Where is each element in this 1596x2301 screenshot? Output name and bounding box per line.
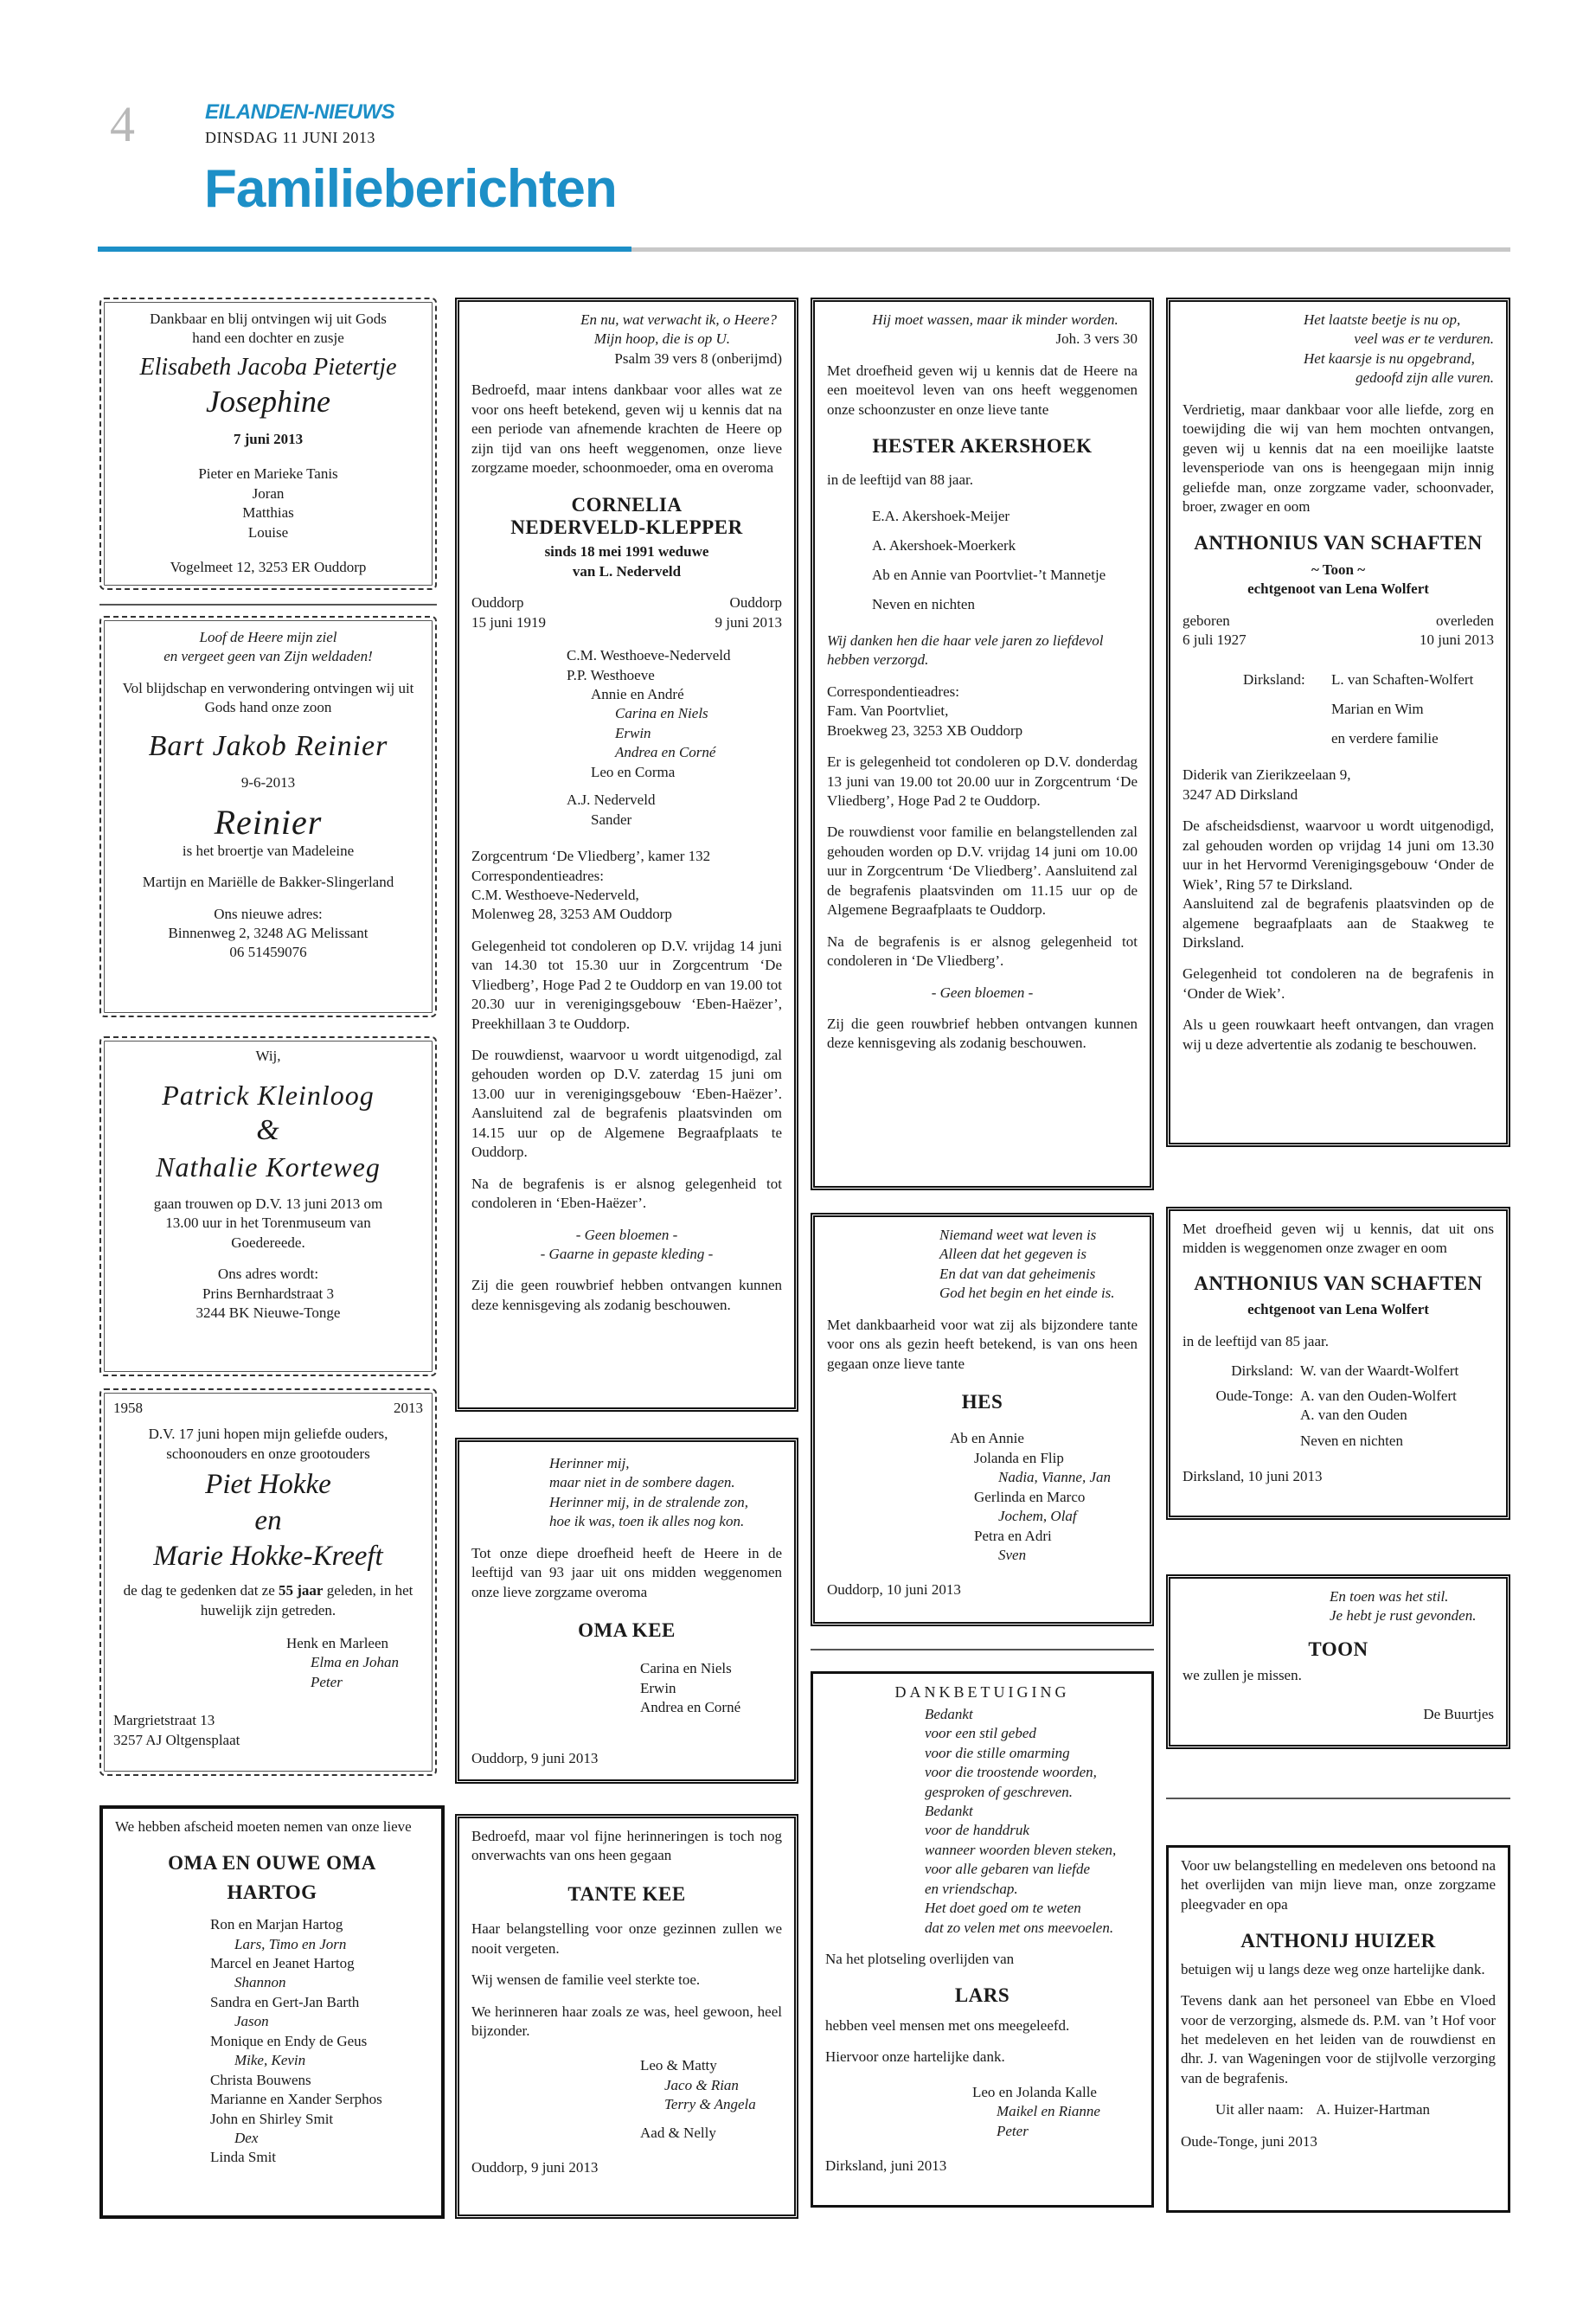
wedding-ad bbox=[99, 1036, 437, 1376]
birth-address: Vogelmeet 12, 3253 ER Ouddorp bbox=[170, 559, 367, 576]
age: in de leeftijd van 85 jaar. bbox=[1183, 1332, 1329, 1349]
widow-note: sinds 18 mei 1991 weduwe bbox=[544, 543, 709, 561]
signature: De Buurtjes bbox=[1423, 1705, 1494, 1722]
family-member: Sandra en Gert-Jan Barth bbox=[210, 1993, 360, 2010]
family-member: Neven en nichten bbox=[1300, 1433, 1403, 1450]
verse-ref: Psalm 39 vers 8 (onberijmd) bbox=[614, 349, 782, 367]
family-member: Annie en André bbox=[591, 686, 684, 702]
family-member: Erwin bbox=[615, 724, 651, 741]
deceased-name: TOON bbox=[1308, 1638, 1368, 1660]
birth-date: 7 juni 2013 bbox=[233, 430, 304, 447]
deceased-name: LARS bbox=[954, 1984, 1010, 2007]
died-label: overleden bbox=[1435, 612, 1494, 629]
obit-text: Na het plotseling overlijden van bbox=[825, 1951, 1015, 1967]
address: 3257 AJ Oltgensplaat bbox=[113, 1731, 240, 1748]
deceased-name: OMA KEE bbox=[578, 1619, 676, 1642]
place: Dirksland: bbox=[1231, 1362, 1293, 1380]
family-member: A. van den Ouden-Wolfert bbox=[1300, 1387, 1457, 1404]
age: in de leeftijd van 88 jaar. bbox=[827, 471, 973, 488]
poem bbox=[827, 1226, 1138, 1304]
widow-note: van L. Nederveld bbox=[572, 562, 682, 580]
family-member: A.J. Nederveld bbox=[567, 792, 656, 809]
family-member: Neven en nichten bbox=[872, 595, 975, 612]
burial-text: Aansluitend zal de begrafenis plaatsvinden op de algemene begraafplaats aan de Staakweg te Dirksland. bbox=[1183, 895, 1494, 951]
family-member: C.M. Westhoeve-Nederveld bbox=[567, 647, 731, 664]
obituary-hester bbox=[811, 298, 1154, 1190]
birth-intro: Vol blijdschap en verwondering ontvingen wij uit Gods hand onze zoon bbox=[122, 679, 414, 716]
birth-call-name: Reinier bbox=[214, 802, 323, 842]
deceased-name: ANTHONIUS VAN SCHAFTEN bbox=[1194, 1272, 1483, 1294]
wedding-text: gaan trouwen op D.V. 13 juni 2013 om 13.00 uur in het Torenmuseum van Goedereede. bbox=[153, 1195, 383, 1251]
poem bbox=[825, 1705, 1139, 1938]
anniversary-intro: D.V. 17 juni hopen mijn geliefde ouders, schoonouders en onze grootouders bbox=[148, 1426, 388, 1462]
family-member: Peter bbox=[997, 2122, 1029, 2139]
signature-label: Uit aller naam: bbox=[1215, 2101, 1304, 2118]
birth-date: 15 juni 1919 bbox=[471, 613, 546, 631]
family bbox=[1331, 665, 1473, 753]
couple-name-1: Piet Hokke bbox=[205, 1469, 331, 1501]
poem-line: en vriendschap. bbox=[925, 1880, 1018, 1897]
title-rule-grey bbox=[631, 247, 1510, 252]
place-date: Oude-Tonge, juni 2013 bbox=[1181, 2132, 1317, 2150]
sympathy-text: hebben veel mensen met ons meegeleefd. bbox=[825, 2016, 1070, 2034]
death-date: 9 juni 2013 bbox=[715, 613, 782, 631]
service-text: De rouwdienst voor familie en belangstellenden zal gehouden worden op D.V. vrijdag 14 juni om 10.00 uur in Zorgcentrum ‘De Vliedberg’. Aansluitend zal de begrafenis plaatsvinden om 11.15 uur op de Algemene Begraafplaats te Ouddorp. bbox=[827, 824, 1138, 919]
poem-line: Alleen dat het gegeven is bbox=[939, 1246, 1086, 1263]
family-member: E.A. Akershoek-Meijer bbox=[872, 507, 1010, 524]
deceased-name: HES bbox=[961, 1391, 1003, 1413]
family-member: Ab en Annie van Poortvliet-’t Mannetje bbox=[872, 566, 1106, 583]
family-member: Elma en Johan bbox=[311, 1654, 399, 1671]
nickname: ~ Toon ~ bbox=[1311, 561, 1366, 578]
address: Diderik van Zierikzeelaan 9, bbox=[1183, 766, 1351, 784]
poem-line: En dat van dat geheimenis bbox=[939, 1265, 1096, 1282]
bible-verse: en vergeet geen van Zijn weldaden! bbox=[163, 648, 373, 665]
couple-and: en bbox=[254, 1504, 282, 1536]
anniversary-ad-hokke bbox=[99, 1388, 437, 1776]
corr-address: Broekweg 23, 3253 XB Ouddorp bbox=[827, 721, 1023, 739]
bible-verse: En nu, wat verwacht ik, o Heere? bbox=[580, 311, 777, 328]
family-member: Dex bbox=[234, 2129, 259, 2146]
obit-text: Met dankbaarheid voor wat zij als bijzondere tante voor ons als gezin heeft betekend, is van ons heen gegaan onze lieve tante bbox=[827, 1316, 1138, 1372]
thanks-intro: Voor uw belangstelling en medeleven ons betoond na het overlijden van mijn lieve man, onze zorgzame pleegvader en opa bbox=[1181, 1857, 1496, 1913]
deceased-name: HESTER AKERSHOEK bbox=[872, 435, 1093, 458]
family-member: Marian en Wim bbox=[1331, 701, 1424, 718]
obituary-van-schaften bbox=[1166, 298, 1510, 1147]
staff-thanks: Tevens dank aan het personeel van Ebbe en Vloed voor de verzorging, alsmede ds. P.M. van ’t Hof voor het medeleven en het leiden van de rouwdienst en dhr. J. van Wageningen voor de stijlvolle verzorging van de begrafenis. bbox=[1181, 1992, 1496, 2086]
obituary-van-schaften-2 bbox=[1166, 1207, 1510, 1520]
thanks-text: betuigen wij u langs deze weg onze hartelijke dank. bbox=[1181, 1960, 1485, 1977]
birth-full-name: Bart Jakob Reinier bbox=[148, 729, 388, 762]
family-member: Erwin bbox=[640, 1679, 676, 1696]
poem-line: Het laatste beetje is nu op, bbox=[1304, 311, 1461, 328]
anniv-text-b: geleden, in het huwelijk zijn getreden. bbox=[200, 1582, 413, 1618]
thanks-lars bbox=[811, 1671, 1154, 2208]
no-flowers: - Geen bloemen - bbox=[575, 1226, 678, 1243]
poem-line: Herinner mij, in de stralende zon, bbox=[549, 1493, 748, 1510]
year-start: 1958 bbox=[113, 1400, 143, 1416]
anniv-text-a: de dag te gedenken dat ze bbox=[123, 1582, 279, 1599]
poem-line: Niemand weet wat leven is bbox=[939, 1227, 1097, 1243]
deceased-name: OMA EN OUWE OMA HARTOG bbox=[168, 1852, 376, 1903]
family-member: Marcel en Jeanet Hartog bbox=[210, 1955, 355, 1971]
place-date: Ouddorp, 10 juni 2013 bbox=[827, 1581, 961, 1599]
poem-line: gesproken of geschreven. bbox=[925, 1783, 1074, 1800]
family-member: Shannon bbox=[234, 1974, 286, 1991]
place-date: Dirksland, 10 juni 2013 bbox=[1183, 1467, 1323, 1484]
obituary-tante-kee bbox=[455, 1814, 798, 2219]
family-list bbox=[471, 646, 782, 830]
memory-text: Haar belangstelling voor onze gezinnen zullen we nooit vergeten. bbox=[471, 1920, 782, 1957]
couple-name-2: Marie Hokke-Kreeft bbox=[153, 1540, 383, 1572]
family-list bbox=[827, 1429, 1138, 1565]
miss-text: we zullen je missen. bbox=[1183, 1667, 1302, 1684]
family-member: Andrea en Corné bbox=[640, 1699, 741, 1716]
title-rule-blue bbox=[98, 247, 631, 252]
remember-text: We herinneren haar zoals ze was, heel gewoon, heel bijzonder. bbox=[471, 2003, 782, 2039]
corr-name: C.M. Westhoeve-Nederveld, bbox=[471, 886, 639, 903]
after-text: Na de begrafenis is er alsnog gelegenheid tot condoleren in ‘Eben-Haëzer’. bbox=[471, 1175, 782, 1212]
divider bbox=[99, 604, 437, 606]
obit-text: Tot onze diepe droefheid heeft de Heere in de leeftijd van 93 jaar uit ons midden weggenomen onze lieve zorgzame overoma bbox=[471, 1544, 782, 1600]
bible-verse: Mijn hoop, die is op U. bbox=[593, 330, 730, 348]
family-member: Sven bbox=[998, 1547, 1027, 1564]
poem-line: wanneer woorden bleven steken, bbox=[925, 1841, 1117, 1858]
corr-name: Fam. Van Poortvliet, bbox=[827, 702, 949, 720]
family-member: Christa Bouwens bbox=[210, 2071, 311, 2088]
notice-text: Zij die geen rouwbrief hebben ontvangen kunnen deze kennisgeving als zodanig beschouwen. bbox=[827, 1015, 1138, 1052]
family-member: Terry & Angela bbox=[664, 2096, 756, 2113]
place: Oude-Tonge: bbox=[1215, 1387, 1293, 1404]
notice-text: Als u geen rouwkaart heeft ontvangen, dan vragen wij u deze advertentie als zodanig te beschouwen. bbox=[1183, 1016, 1494, 1053]
family-member: A. Akershoek-Moerkerk bbox=[872, 536, 1016, 554]
after-text: Na de begrafenis is er alsnog gelegenheid tot condoleren in ‘De Vliedberg’. bbox=[827, 933, 1138, 970]
wedding-wij: Wij, bbox=[255, 1048, 281, 1064]
poem-line: God het begin en het einde is. bbox=[939, 1285, 1115, 1302]
groom-name: Patrick Kleinloog bbox=[162, 1080, 375, 1112]
family bbox=[471, 2056, 782, 2143]
family-member: Lars, Timo en Jorn bbox=[234, 1935, 347, 1952]
birth-family bbox=[113, 465, 423, 542]
death-date: 10 juni 2013 bbox=[1420, 631, 1494, 649]
dress-note: - Gaarne in gepaste kleding - bbox=[540, 1245, 714, 1262]
place-date: Ouddorp, 9 juni 2013 bbox=[471, 1749, 599, 1766]
family-member: Joran bbox=[252, 484, 285, 502]
deceased-name: CORNELIA NEDERVELD-KLEPPER bbox=[510, 493, 743, 538]
poem-line: Herinner mij, bbox=[549, 1455, 630, 1471]
corr-label: Correspondentieadres: bbox=[827, 683, 959, 700]
poem-line: dat zo velen met ons meevoelen. bbox=[925, 1919, 1114, 1936]
family-member: Maikel en Rianne bbox=[997, 2103, 1100, 2120]
family-member: Nadia, Vianne, Jan bbox=[998, 1469, 1111, 1486]
family-member: Pieter en Marieke Tanis bbox=[198, 465, 338, 483]
spouse-note: echtgenoot van Lena Wolfert bbox=[1247, 1301, 1429, 1318]
obit-text: Verdrietig, maar dankbaar voor alle liefde, zorg en toewijding die wij van hem mochten ontvangen, geven wij u kennis dat na een moeilijke laatste levensperiode van ons is heengegaan mijn innig geliefde man, onze zorgzame vader, schoonvader, broer, zwager en oom bbox=[1183, 401, 1494, 515]
thanks-text: Hiervoor onze hartelijke dank. bbox=[825, 2048, 1005, 2066]
family-member: Carina en Niels bbox=[615, 705, 708, 722]
family bbox=[471, 1659, 782, 1717]
sibling-note: is het broertje van Madeleine bbox=[182, 842, 355, 859]
place-date: Dirksland, juni 2013 bbox=[825, 2157, 947, 2174]
birth-full-name: Elisabeth Jacoba Pietertje bbox=[139, 353, 397, 381]
poem bbox=[1183, 1587, 1494, 1626]
family-member: Matthias bbox=[242, 504, 294, 522]
poem-line: veel was er te verduren. bbox=[1354, 330, 1494, 348]
family-member: en verdere familie bbox=[1331, 730, 1439, 747]
born-label: geboren bbox=[1183, 612, 1230, 629]
address-label: Ons adres wordt: bbox=[217, 1266, 319, 1283]
obit-text: Bedroefd, maar vol fijne herinneringen is toch nog onverwachts van ons heen gegaan bbox=[471, 1828, 782, 1864]
newspaper-logo: EILANDEN-NIEUWS bbox=[205, 100, 395, 124]
family-member: Peter bbox=[311, 1673, 343, 1690]
family-member: Petra en Adri bbox=[974, 1527, 1052, 1544]
place-date: Ouddorp, 9 juni 2013 bbox=[471, 2159, 599, 2176]
birth-date: 6 juli 1927 bbox=[1183, 631, 1247, 649]
ampersand: & bbox=[256, 1114, 280, 1147]
family-member bbox=[567, 782, 782, 791]
family bbox=[825, 2083, 1139, 2141]
family-member: Ron en Marjan Hartog bbox=[210, 1916, 343, 1933]
verse-ref: Joh. 3 vers 30 bbox=[1055, 330, 1138, 348]
spouse-note: echtgenoot van Lena Wolfert bbox=[1247, 580, 1429, 598]
bible-verse: Hij moet wassen, maar ik minder worden. bbox=[872, 311, 1118, 328]
address-label: Ons nieuwe adres: bbox=[214, 905, 323, 922]
divider bbox=[1166, 1798, 1510, 1799]
birth-date: 9-6-2013 bbox=[240, 774, 296, 792]
address: Binnenweg 2, 3248 AG Melissant bbox=[168, 925, 369, 941]
family-member: P.P. Westhoeve bbox=[567, 666, 655, 683]
poem-line: Je hebt je rust gevonden. bbox=[1330, 1607, 1477, 1625]
obituary-toon bbox=[1166, 1574, 1510, 1749]
wish-text: Wij wensen de familie veel sterkte toe. bbox=[471, 1971, 701, 1989]
thanks-note: Wij danken hen die haar vele jaren zo liefdevol hebben verzorgd. bbox=[827, 631, 1104, 669]
parents: Martijn en Mariëlle de Bakker-Slingerland bbox=[142, 874, 394, 891]
poem-line: voor een stil gebed bbox=[925, 1725, 1036, 1742]
service-text: De rouwdienst, waarvoor u wordt uitgenodigd, zal gehouden worden op D.V. zaterdag 15 juni om 13.00 uur in verenigingsgebouw ‘Eben-Haëzer’. Aansluitend zal de begrafenis plaatsvinden om 14.15 uur op de Algemene Begraafplaats te Ouddorp. bbox=[471, 1047, 782, 1161]
family bbox=[113, 1634, 423, 1692]
family-member: Leo en Corma bbox=[591, 763, 676, 780]
poem-line: voor die troostende woorden, bbox=[925, 1764, 1097, 1781]
deceased-name: ANTHONIUS VAN SCHAFTEN bbox=[1194, 532, 1483, 554]
obit-text: Met droefheid geven wij u kennis, dat uit ons midden is weggenomen onze zwager en oom bbox=[1183, 1221, 1494, 1257]
condolence-text: Er is gelegenheid tot condoleren op D.V. donderdag 13 juni van 19.00 tot 20.00 uur in Zorgcentrum ‘De Vliedberg’, Hoge Pad 2 te Ouddorp. bbox=[827, 753, 1138, 810]
signature: A. Huizer-Hartman bbox=[1316, 2101, 1431, 2118]
family-member: Jochem, Olaf bbox=[998, 1508, 1077, 1525]
condolence-text: Gelegenheid tot condoleren na de begrafenis in ‘Onder de Wiek’. bbox=[1183, 965, 1494, 1002]
no-flowers: - Geen bloemen - bbox=[931, 984, 1034, 1001]
family-member: Carina en Niels bbox=[640, 1660, 732, 1677]
poem-line: voor die stille omarming bbox=[925, 1744, 1070, 1761]
family-member: Ab en Annie bbox=[950, 1430, 1024, 1447]
family-member: Leo en Jolanda Kalle bbox=[972, 2083, 1097, 2100]
poem-line: Het kaarsje is nu opgebrand, bbox=[1304, 349, 1475, 367]
anniversary-text bbox=[113, 1581, 423, 1620]
service-text: De afscheidsdienst, waarvoor u wordt uitgenodigd, zal gehouden worden op vrijdag 14 juni om 13.30 uur in het Hervormd Verenigingsgebouw ‘Onder de Wiek’, Ring 57 te Dirksland. bbox=[1183, 817, 1494, 893]
thanks-heading: DANKBETUIGING bbox=[894, 1683, 1070, 1701]
family-member: Aad & Nelly bbox=[640, 2124, 716, 2141]
family-member: John en Shirley Smit bbox=[210, 2110, 334, 2127]
corr-label: Correspondentieadres: bbox=[471, 867, 604, 884]
poem-line: En toen was het stil. bbox=[1330, 1588, 1449, 1605]
poem-line: maar niet in de sombere dagen. bbox=[549, 1474, 735, 1491]
family-member: A. van den Ouden bbox=[1300, 1406, 1407, 1423]
family-member: Leo & Matty bbox=[640, 2057, 717, 2074]
address: 3247 AD Dirksland bbox=[1183, 785, 1298, 803]
birth-call-name: Josephine bbox=[206, 383, 330, 419]
obit-intro: We hebben afscheid moeten nemen van onze lieve bbox=[115, 1818, 412, 1835]
location: Zorgcentrum ‘De Vliedberg’, kamer 132 bbox=[471, 848, 711, 865]
obit-text: Met droefheid geven wij u kennis dat de Heere na een moeitevol leven van ons heeft weggenomen onze schoonzuster en onze lieve tante bbox=[827, 362, 1138, 418]
family-member: Marianne en Xander Serphos bbox=[210, 2091, 382, 2108]
family-member: Louise bbox=[247, 523, 289, 541]
death-place: Ouddorp bbox=[729, 594, 782, 612]
anniv-years: 55 jaar bbox=[279, 1582, 324, 1599]
obit-text: Bedroefd, maar intens dankbaar voor alles wat ze voor ons heeft betekend, geven wij u kennis dat na een periode van afnemende krachten de Heere op zijn tijd van ons heeft weggenomen, onze lieve zorgzame moeder, schoonmoeder, oma en overoma bbox=[471, 381, 782, 477]
family-member: Sander bbox=[591, 811, 632, 828]
section-title: Familieberichten bbox=[204, 159, 617, 219]
poem bbox=[471, 1454, 782, 1532]
notice-text: Zij die geen rouwbrief hebben ontvangen kunnen deze kennisgeving als zodanig beschouwen. bbox=[471, 1277, 782, 1313]
family-member: Gerlinda en Marco bbox=[974, 1488, 1086, 1505]
poem-line: voor de handdruk bbox=[925, 1822, 1029, 1839]
family-member: Mike, Kevin bbox=[234, 2052, 306, 2069]
thanks-huizer bbox=[1166, 1845, 1510, 2213]
obituary-oma-kee bbox=[455, 1438, 798, 1784]
poem-line: Bedankt bbox=[925, 1802, 973, 1819]
deceased-name: TANTE KEE bbox=[567, 1882, 686, 1905]
family-member: Monique en Endy de Geus bbox=[210, 2032, 368, 2049]
birth-ad-reinier bbox=[99, 616, 437, 1017]
obituary-hes bbox=[811, 1213, 1154, 1626]
poem-line: gedoofd zijn alle vuren. bbox=[1356, 369, 1494, 387]
family-member: Henk en Marleen bbox=[286, 1634, 389, 1651]
family-member: L. van Schaften-Wolfert bbox=[1331, 671, 1474, 689]
obituary-cornelia bbox=[455, 298, 798, 1412]
poem-line: Bedankt bbox=[925, 1705, 973, 1722]
birth-ad-josephine bbox=[99, 298, 437, 590]
issue-date: DINSDAG 11 JUNI 2013 bbox=[205, 129, 375, 146]
family-list bbox=[115, 1915, 429, 2168]
year-end: 2013 bbox=[394, 1400, 423, 1416]
family-member: Jason bbox=[234, 2013, 269, 2030]
poem bbox=[1183, 311, 1494, 388]
birth-intro: Dankbaar en blij ontvingen wij uit Gods hand een dochter en zusje bbox=[150, 311, 387, 347]
birth-place: Ouddorp bbox=[471, 594, 524, 612]
address: Margrietstraat 13 bbox=[113, 1712, 215, 1729]
family bbox=[827, 502, 1138, 619]
place: Dirksland: bbox=[1243, 671, 1305, 689]
poem-line: hoe ik was, toen ik alles nog kon. bbox=[549, 1513, 745, 1530]
poem-line: voor alle gebaren van liefde bbox=[925, 1861, 1091, 1878]
bible-verse: Loof de Heere mijn ziel bbox=[199, 629, 337, 645]
page-number: 4 bbox=[110, 96, 135, 152]
address: Prins Bernhardstraat 3 bbox=[202, 1285, 335, 1302]
condolence-text: Gelegenheid tot condoleren op D.V. vrijdag 14 juni van 14.30 tot 15.30 uur in Zorgcentrum ‘De Vliedberg’, Hoge Pad 2 te Ouddorp en van 19.00 tot 20.30 uur in verenigingsgebouw ‘Eben-Haëzer’, Preekhillaan 3 te Ouddorp. bbox=[471, 937, 782, 1032]
family-member: Linda Smit bbox=[210, 2149, 277, 2166]
divider bbox=[811, 1649, 1154, 1650]
corr-address: Molenweg 28, 3253 AM Ouddorp bbox=[471, 906, 672, 923]
poem-line: Het doet goed om te weten bbox=[925, 1900, 1081, 1917]
obituary-hartog bbox=[99, 1805, 445, 2219]
family-member: Jaco & Rian bbox=[664, 2076, 739, 2093]
bride-name: Nathalie Korteweg bbox=[156, 1150, 381, 1183]
family-member: W. van der Waardt-Wolfert bbox=[1300, 1362, 1459, 1380]
family-member: Andrea en Corné bbox=[615, 744, 716, 761]
deceased-name: ANTHONIJ HUIZER bbox=[1240, 1930, 1436, 1952]
address: 3244 BK Nieuwe-Tonge bbox=[195, 1304, 341, 1322]
family-member: Jolanda en Flip bbox=[974, 1449, 1064, 1466]
phone: 06 51459076 bbox=[229, 944, 307, 961]
